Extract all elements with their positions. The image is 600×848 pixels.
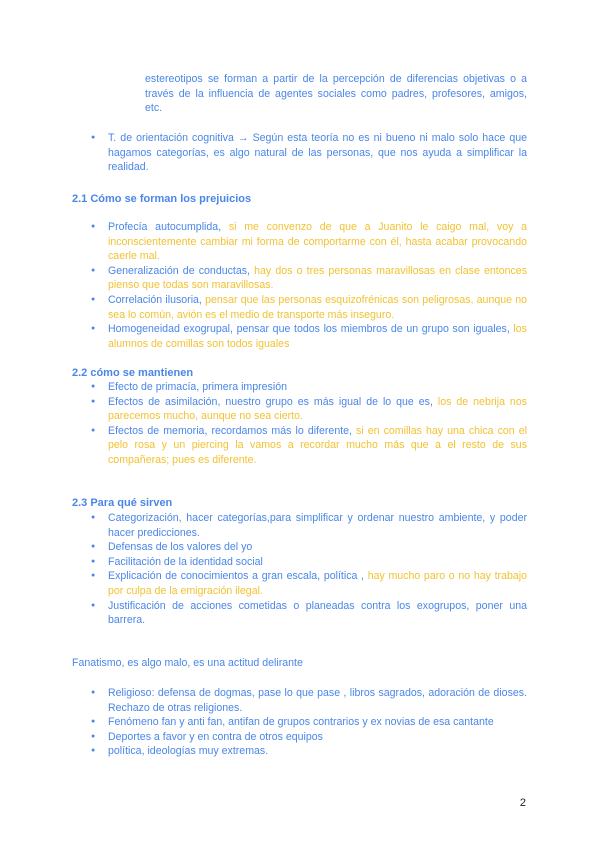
item-main: Facilitación de la identidad social [108,555,263,568]
item-main: Defensas de los valores del yo [108,541,253,554]
section-2-3-list [108,511,527,628]
list-item [108,555,527,570]
item-example: si en comillas hay una chica con el pelo rosa y un piercing la vamos a recordar mucho más que a el resto de sus compañeras; pues es diferente. [108,424,527,466]
item-example: hay mucho paro o no hay trabajo por culpa de la emigración ilegal. [108,570,527,597]
item-example: pensar que las personas esquizofrénicas son peligrosas, aunque no sea lo común, avión es el medio de transporte más inseguro. [108,293,527,321]
section-2-2-list [108,380,527,468]
item-main: Efectos de asimilación, nuestro grupo es más igual de lo que es, [108,395,433,408]
list-item [108,715,527,730]
item-text: T. de orientación cognitiva → Según esta teoría no es ni bueno ni malo solo hace que hagamos categorías, es algo natural de las personas, que nos ayuda a simplificar la realidad. [108,132,527,174]
list-item [108,131,527,175]
item-main: política, ideologías muy extremas. [108,745,269,758]
item-example: si me convenzo de que a Juanito le caigo mal, voy a inconscientemente cambiar mi forma de comportarme con él, hasta acabar provocando caerle mal. [108,221,527,263]
item-main: Religioso: defensa de dogmas, pase lo que pase , libros sagrados, adoración de dioses. Rechazo de otras religiones. [108,687,527,714]
page-number: 2 [519,797,526,809]
item-example: los de nebrija nos parecemos mucho, aunque no sea cierto. [108,395,528,423]
list-item [108,293,527,322]
cognitive-list [108,131,527,175]
item-example: los alumnos de comillas son todos iguales [108,323,527,350]
list-item [108,424,527,468]
fanatismo-list [108,686,527,759]
section-heading-2-2: 2.2 cómo se mantienen [72,367,194,379]
item-main: Correlación ilusoria, [108,293,202,306]
list-item [108,730,527,745]
section-heading-2-1: 2.1 Cómo se forman los prejuicios [72,193,252,205]
fanatismo-intro: Fanatismo, es algo malo, es una actitud delirante [72,657,303,669]
list-item [108,511,527,540]
section-heading-2-3: 2.3 Para qué sirven [72,497,173,509]
item-main: Generalización de conductas, [108,264,250,277]
item-main: Categorización, hacer categorías,para simplificar y ordenar nuestro ambiente, y poder hacer predicciones. [108,512,527,539]
list-item [108,540,527,555]
list-item [108,395,527,424]
item-main: Explicación de conocimientos a gran escala, política , [108,570,365,583]
list-item [108,264,527,293]
list-item [108,744,527,759]
section-2-1-list [108,220,527,351]
item-main: Fenómeno fan y anti fan, antifan de grupos contrarios y ex novias de esa cantante [108,716,494,729]
item-main: Efectos de memoria, recordamos más lo diferente, [108,424,352,437]
item-main: Deportes a favor y en contra de otros equipos [108,730,323,743]
list-item [108,220,527,264]
list-item [108,569,527,598]
list-item [108,599,527,628]
list-item [108,322,527,351]
item-example: hay dos o tres personas maravillosas en clase entonces pienso que todas son maravillosas. [108,264,527,292]
list-item [108,380,527,395]
item-main: Efecto de primacía, primera impresión [108,381,287,393]
list-item [108,686,527,715]
intro-paragraph: estereotipos se forman a partir de la percepción de diferencias objetivas o a través de la influencia de agentes sociales como padres, profesores, amigos, etc. [145,73,527,115]
item-main: Justificación de acciones cometidas o planeadas contra los exogrupos, poner una barrera. [108,599,527,627]
item-main: Homogeneidad exogrupal, pensar que todos los miembros de un grupo son iguales, [108,323,510,336]
item-main: Profecía autocumplida, [108,221,222,233]
